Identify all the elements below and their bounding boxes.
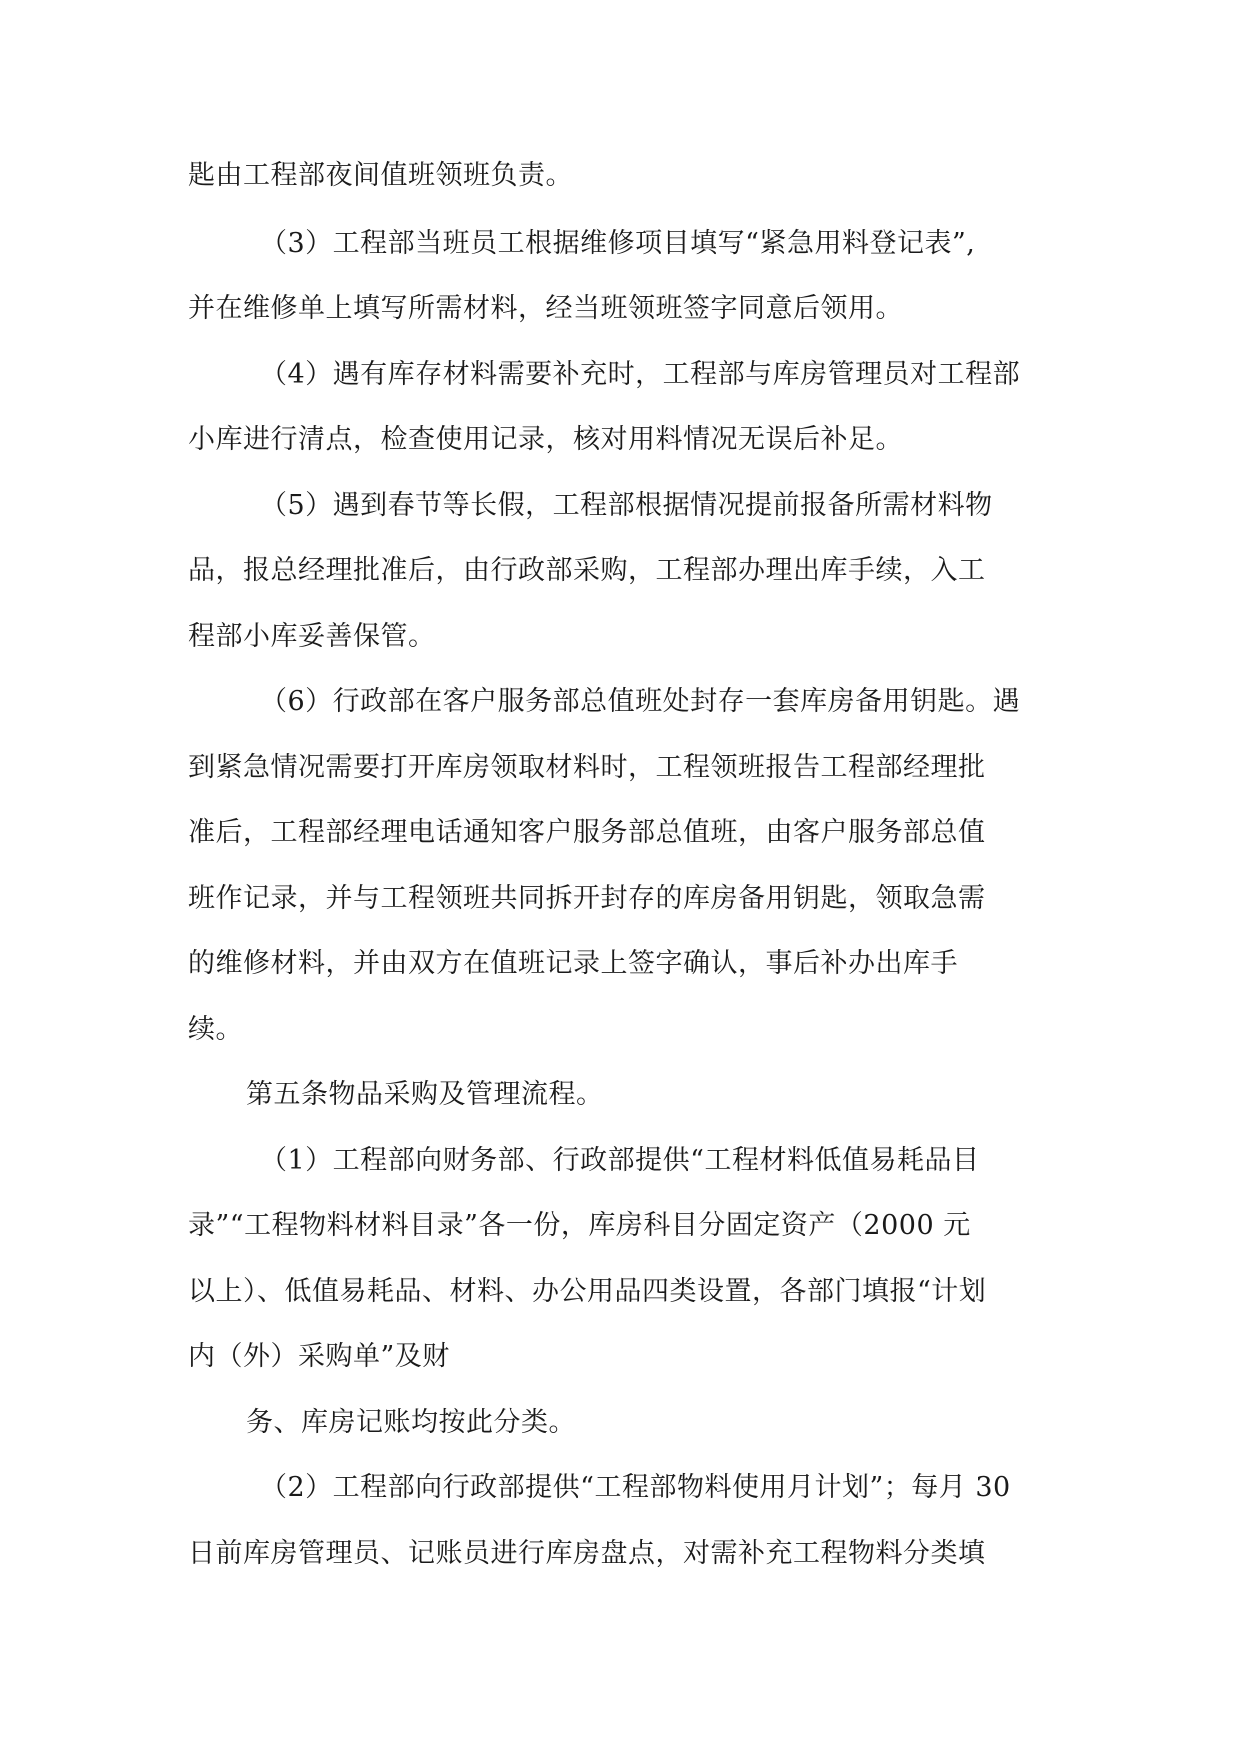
text-line: 以上）、低值易耗品、材料、办公用品四类设置，各部门填报“计划 — [188, 1276, 987, 1307]
text-line: 到紧急情况需要打开库房领取材料时，工程领班报告工程部经理批 — [188, 752, 986, 783]
text-line: 的维修材料，并由双方在值班记录上签字确认，事后补办出库手 — [188, 948, 958, 979]
text-line: （1）工程部向财务部、行政部提供“工程材料低值易耗品目 — [260, 1145, 980, 1176]
text-line: （2）工程部向行政部提供“工程部物料使用月计划”；每月 30 — [260, 1472, 1011, 1503]
section-heading: 第五条物品采购及管理流程。 — [246, 1079, 604, 1110]
text-line: 匙由工程部夜间值班领班负责。 — [188, 160, 573, 191]
text-line: （6）行政部在客户服务部总值班处封存一套库房备用钥匙。遇 — [260, 686, 1021, 717]
text-line: 品，报总经理批准后，由行政部采购，工程部办理出库手续，入工 — [188, 555, 986, 586]
text-line: （5）遇到春节等长假，工程部根据情况提前报备所需材料物 — [260, 490, 993, 521]
text-line: （4）遇有库存材料需要补充时，工程部与库房管理员对工程部 — [260, 359, 1021, 390]
text-line: （3）工程部当班员工根据维修项目填写“紧急用料登记表”, — [260, 228, 976, 259]
text-line: 班作记录，并与工程领班共同拆开封存的库房备用钥匙，领取急需 — [188, 883, 986, 914]
text-line: 并在维修单上填写所需材料，经当班领班签字同意后领用。 — [188, 293, 903, 324]
text-line: 准后，工程部经理电话通知客户服务部总值班，由客户服务部总值 — [188, 817, 986, 848]
text-line: 续。 — [188, 1014, 243, 1045]
text-line: 小库进行清点，检查使用记录，核对用料情况无误后补足。 — [188, 424, 903, 455]
text-line: 录”“工程物料材料目录”各一份，库房科目分固定资产（2000 元 — [188, 1210, 971, 1241]
text-line: 程部小库妥善保管。 — [188, 621, 436, 652]
text-line: 务、库房记账均按此分类。 — [246, 1407, 576, 1438]
text-line: 内（外）采购单”及财 — [188, 1341, 450, 1372]
text-line: 日前库房管理员、记账员进行库房盘点，对需补充工程物料分类填 — [188, 1538, 986, 1569]
